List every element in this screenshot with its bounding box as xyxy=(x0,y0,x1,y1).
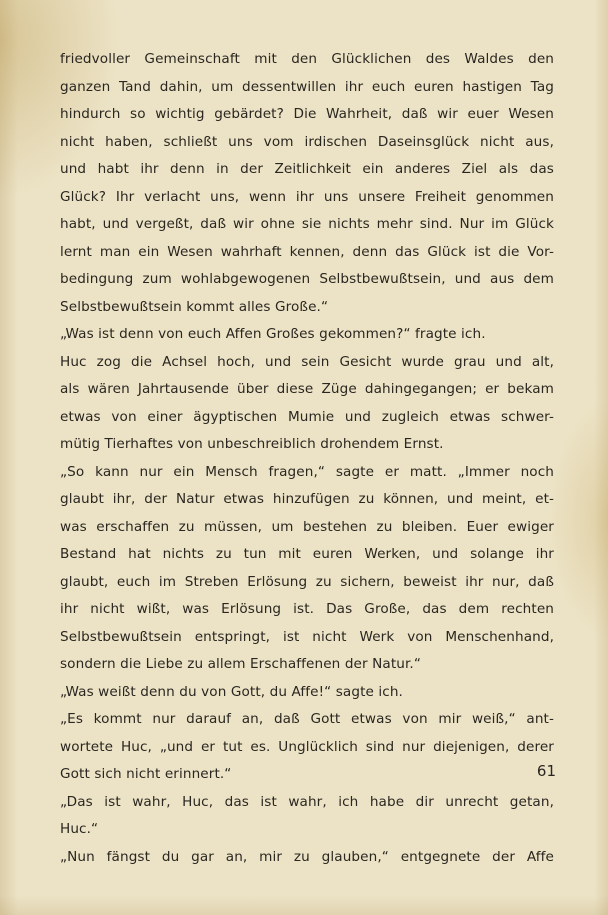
text-line: „Das ist wahr, Huc, das ist wahr, ich habe dir unrecht getan, xyxy=(60,793,554,810)
text-line: als wären Jahrtausende über diese Züge dahingegangen; er bekam xyxy=(60,381,554,397)
text-line: Selbstbewußtsein entspringt, ist nicht Werk von Menschenhand, xyxy=(60,628,554,645)
text-line: Bestand hat nichts zu tun mit euren Werken, und solange ihr xyxy=(60,546,554,562)
text-line: „Es kommt nur darauf an, daß Gott etwas von mir weiß,“ ant- xyxy=(60,711,554,727)
text-line: etwas von einer ägyptischen Mumie und zugleich etwas schwer- xyxy=(60,408,554,425)
text-line: bedingung zum wohlabgewogenen Selbstbewußtsein, und aus dem xyxy=(60,271,554,287)
text-line: glaubt, euch im Streben Erlösung zu sichern, beweist ihr nur, daß xyxy=(60,573,554,590)
text-line: und habt ihr denn in der Zeitlichkeit ein anderes Ziel als das xyxy=(60,161,554,177)
text-line: nicht haben, schließt uns vom irdischen Daseinsglück nicht aus, xyxy=(60,133,554,150)
page-number: 61 xyxy=(536,762,556,780)
text-line: Huc zog die Achsel hoch, und sein Gesicht wurde grau und alt, xyxy=(60,353,554,370)
text-line: „Was weißt denn du von Gott, du Affe!“ sagte ich. xyxy=(60,683,403,700)
text-line: Huc.“ xyxy=(60,821,99,837)
text-line: „So kann nur ein Mensch fragen,“ sagte er matt. „Immer noch xyxy=(60,463,554,480)
text-line: ganzen Tand dahin, um dessentwillen ihr euch euren hastigen Tag xyxy=(60,78,554,95)
text-line: Selbstbewußtsein kommt alles Große.“ xyxy=(60,298,329,315)
body-text xyxy=(60,46,554,871)
text-line: wortete Huc, „und er tut es. Unglücklich sind nur diejenigen, derer xyxy=(60,738,554,755)
text-line: habt, und vergeßt, daß wir ohne sie nichts mehr sind. Nur im Glück xyxy=(60,216,554,232)
text-line: Glück? Ihr verlacht uns, wenn ihr uns unsere Freiheit genommen xyxy=(60,188,554,205)
text-line: was erschaffen zu müssen, um bestehen zu bleiben. Euer ewiger xyxy=(60,518,554,535)
text-line: mütig Tierhaftes von unbeschreiblich drohendem Ernst. xyxy=(60,436,444,452)
text-line: Gott sich nicht erinnert.“ xyxy=(60,766,232,782)
text-line: lernt man ein Wesen wahrhaft kennen, denn das Glück ist die Vor- xyxy=(60,243,554,260)
text-line: friedvoller Gemeinschaft mit den Glücklichen des Waldes den xyxy=(60,51,554,67)
text-line: sondern die Liebe zu allem Erschaffenen der Natur.“ xyxy=(60,656,421,672)
text-line: glaubt ihr, der Natur etwas hinzufügen zu können, und meint, et- xyxy=(60,491,554,507)
text-line: „Was ist denn von euch Affen Großes gekommen?“ fragte ich. xyxy=(60,326,486,342)
text-line: ihr nicht wißt, was Erlösung ist. Das Große, das dem rechten xyxy=(60,601,554,617)
text-line: hindurch so wichtig gebärdet? Die Wahrheit, daß wir euer Wesen xyxy=(60,106,554,122)
text-line: „Nun fängst du gar an, mir zu glauben,“ entgegnete der Affe xyxy=(60,848,554,865)
